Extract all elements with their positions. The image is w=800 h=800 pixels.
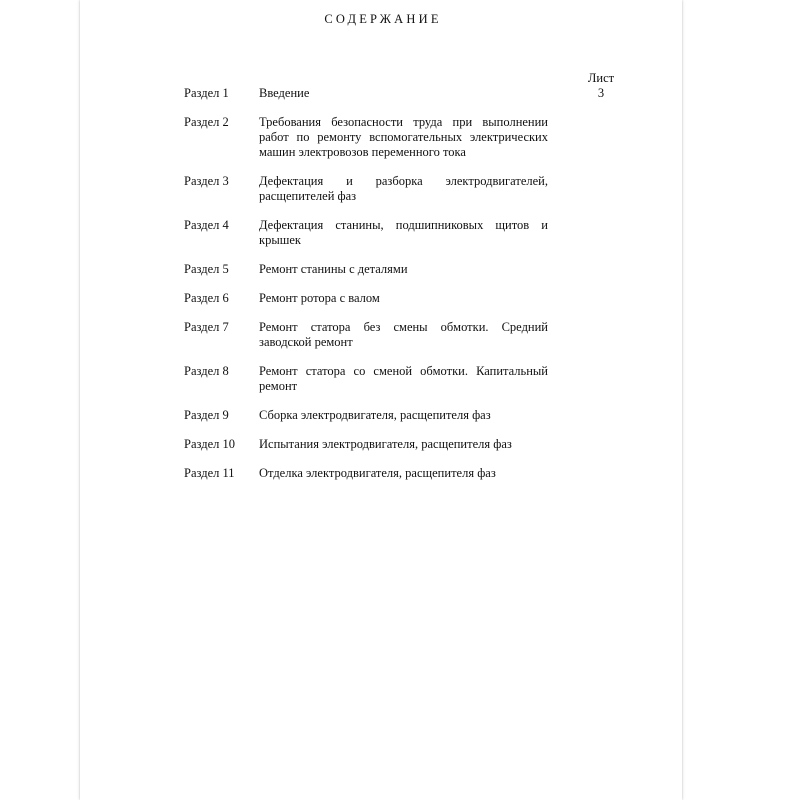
toc-entry-title: Ремонт статора со сменой обмотки. Капитальный ремонт [259,364,548,393]
sheet-number: 3 [597,86,605,100]
toc-entry-label: Раздел 5 [184,262,229,276]
toc-entry-10[interactable] [184,437,548,452]
toc-entry-title: Дефектация станины, подшипниковых щитов и крышек [259,218,548,247]
toc-entry-title: Ремонт станины с деталями [259,262,408,276]
toc-entry-label: Раздел 3 [184,174,229,188]
toc-entry-11[interactable] [184,466,548,481]
toc-entry-9[interactable] [184,408,548,423]
toc-entry-label: Раздел 4 [184,218,229,232]
toc-entry-label: Раздел 8 [184,364,229,378]
toc-entry-title: Ремонт ротора с валом [259,291,380,305]
toc-entry-title: Отделка электродвигателя, расщепителя фаз [259,466,496,480]
toc-entry-label: Раздел 2 [184,115,229,129]
sheet-column [581,71,621,101]
toc-entry-title: Требования безопасности труда при выполнении работ по ремонту вспомогательных электрических машин электровозов переменного тока [259,115,548,159]
toc-entry-8[interactable] [184,364,548,394]
toc-entry-title: Испытания электродвигателя, расщепителя фаз [259,437,512,451]
toc-entry-title: Дефектация и разборка электродвигателей, расщепителей фаз [259,174,548,203]
toc-entry-label: Раздел 9 [184,408,229,422]
toc-entry-title: Ремонт статора без смены обмотки. Средний заводской ремонт [259,320,548,349]
toc-entry-title: Сборка электродвигателя, расщепителя фаз [259,408,491,422]
table-of-contents [184,86,548,495]
document-page [80,0,682,800]
toc-entry-5[interactable] [184,262,548,277]
toc-entry-title: Введение [259,86,310,100]
toc-entry-label: Раздел 6 [184,291,229,305]
toc-entry-2[interactable] [184,115,548,160]
toc-entry-3[interactable] [184,174,548,204]
toc-entry-1[interactable] [184,86,548,101]
toc-entry-label: Раздел 7 [184,320,229,334]
sheet-column-header: Лист [587,71,615,85]
toc-entry-label: Раздел 11 [184,466,235,480]
page-title: СОДЕРЖАНИЕ [324,12,442,26]
toc-entry-7[interactable] [184,320,548,350]
toc-entry-4[interactable] [184,218,548,248]
toc-entry-6[interactable] [184,291,548,306]
toc-entry-label: Раздел 1 [184,86,229,100]
toc-entry-label: Раздел 10 [184,437,235,451]
